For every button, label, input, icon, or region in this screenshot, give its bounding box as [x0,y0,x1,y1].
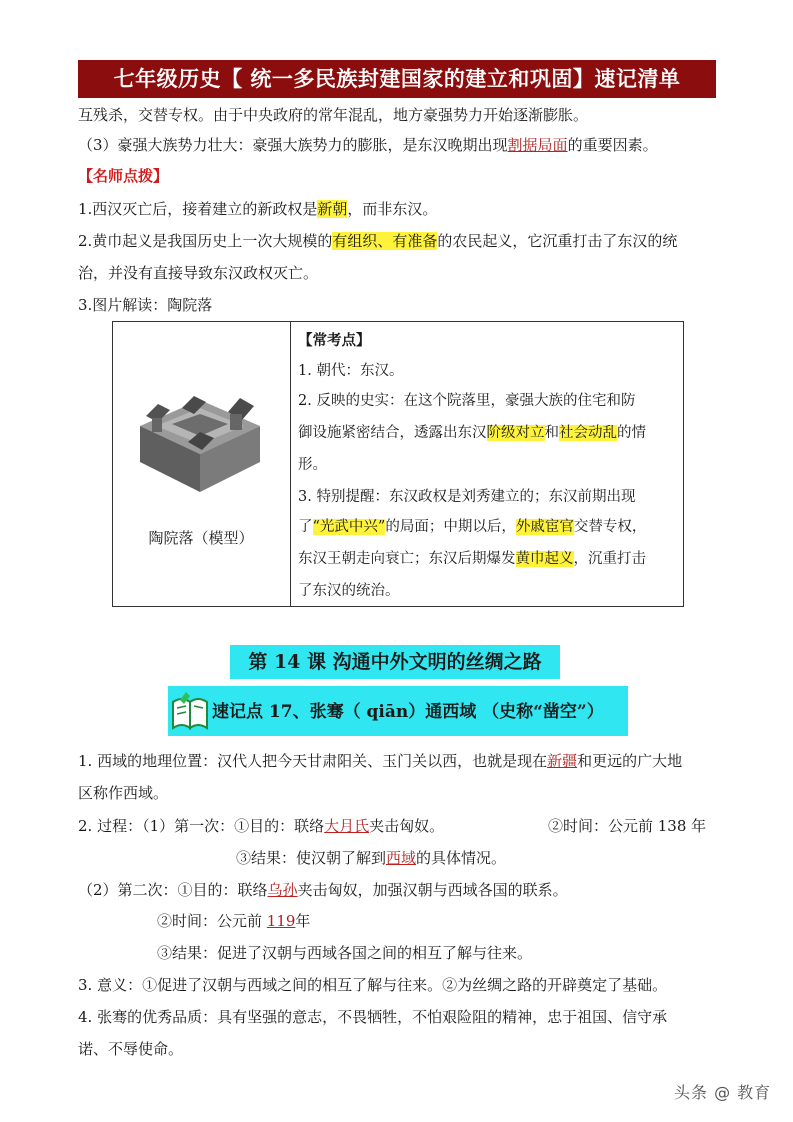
tip-1 [78,198,437,220]
text-segment: 2. 过程：（1）第一次：①目的：联络 [78,817,325,835]
table-heading: 【常考点】 [298,332,371,349]
highlighted-keyword: 黄巾起义 [515,551,574,567]
highlighted-keyword: 社会动乱 [559,425,617,441]
page-title: 七年级历史【 统一多民族封建国家的建立和巩固】速记清单 [78,60,716,98]
open-book-icon [170,690,210,732]
section-2-time: ②时间：公元前 138 年 [548,817,707,835]
text-segment: 1.西汉灭亡后，接着建立的新政权是 [78,200,318,218]
highlighted-keyword: 有组织、有准备 [332,232,438,250]
tip-2-cont: 治，并没有直接导致东汉政权灭亡。 [78,264,319,282]
highlighted-keyword: 新朝 [317,200,348,218]
intro-line-1: 互残杀，交替专权。由于中央政府的常年混乱，地方豪强势力开始逐渐膨胀。 [78,106,589,124]
tip-2 [78,230,677,252]
text-segment: 了 [298,519,313,535]
section-2-result [236,847,506,869]
section-1 [78,750,682,772]
point-title: 速记点 17、张骞（ qiān）通西域 （史称“凿空”） [212,702,604,722]
image-caption: 陶院落（模型） [148,529,254,547]
section-5-cont: 诺、不辱使命。 [78,1040,184,1058]
highlighted-keyword: 阶级对立 [486,425,545,441]
text-segment: ，而非东汉。 [347,200,438,218]
text-segment: 的局面；中期以后， [385,519,516,535]
text-segment: 年 [295,912,311,930]
underlined-keyword: 119 [266,912,296,930]
text-segment: （2）第二次：①目的：联络 [78,881,268,899]
highlighted-keyword: 外戚宦官 [515,519,574,535]
lesson-title: 第 14 课 沟通中外文明的丝绸之路 [230,645,560,679]
text-segment: 夹击匈奴。 [369,817,445,835]
text-segment: 和 [544,425,559,441]
text-segment: ②时间：公元前 [157,912,267,930]
section-2 [78,815,444,837]
table-point-3-end: 了东汉的统治。 [298,583,400,599]
text-segment: 的具体情况。 [416,849,507,867]
text-segment: ③结果：使汉朝了解到 [236,849,387,867]
section-3-time [157,910,310,932]
section-5: 4. 张骞的优秀品质：具有坚强的意志，不畏牺牲，不怕艰险阻的精神，忠于祖国、信守承 [78,1008,668,1026]
text-segment: 1. 西域的地理位置：汉代人把今天甘肃阳关、玉门关以西，也就是现在 [78,752,548,770]
underlined-keyword: 割据局面 [507,136,568,154]
text-segment: ，沉重打击 [573,551,646,567]
text-segment: （3）豪强大族势力壮大：豪强大族势力的膨胀，是东汉晚期出现 [78,136,508,154]
section-4: 3. 意义：①促进了汉朝与西域之间的相互了解与往来。②为丝绸之路的开辟奠定了基础。 [78,976,668,994]
table-point-3-cont-2 [298,548,646,570]
text-segment: 夹击匈奴，加强汉朝与西域各国的联系。 [297,881,568,899]
underlined-keyword: 大月氏 [324,817,370,835]
section-3 [78,879,568,901]
section-3-result: ③结果：促进了汉朝与西域各国之间的相互了解与往来。 [157,944,533,962]
text-segment: 的情 [617,425,646,441]
text-segment: 御设施紧密结合，透露出东汉 [298,425,487,441]
underlined-keyword: 西域 [386,849,417,867]
table-point-2: 2. 反映的史实：在这个院落里，豪强大族的住宅和防 [298,393,636,409]
tips-heading: 【名师点拨】 [78,167,169,185]
pottery-courtyard-image [132,378,268,496]
highlighted-keyword: “光武中兴” [312,519,386,535]
table-point-3: 3. 特别提醒：东汉政权是刘秀建立的；东汉前期出现 [298,489,636,505]
intro-line-2 [78,134,658,156]
underlined-keyword: 新疆 [547,752,578,770]
watermark: 头条 @ 教育 [674,1083,772,1102]
text-segment: 的农民起义，它沉重打击了东汉的统 [437,232,678,250]
text-segment: 和更远的广大地 [577,752,683,770]
table-divider [290,321,291,607]
text-segment: 2.黄巾起义是我国历史上一次大规模的 [78,232,333,250]
table-point-3-cont [298,516,646,538]
table-point-2-end: 形。 [298,457,327,473]
underlined-keyword: 乌孙 [267,881,298,899]
section-1-cont: 区称作西域。 [78,784,169,802]
table-point-1: 1. 朝代：东汉。 [298,363,404,379]
tip-3: 3.图片解读：陶院落 [78,296,213,314]
table-point-2-cont [298,422,646,444]
text-segment: 的重要因素。 [567,136,658,154]
text-segment: 交替专权， [573,519,647,535]
text-segment: 东汉王朝走向衰亡；东汉后期爆发 [298,551,516,567]
